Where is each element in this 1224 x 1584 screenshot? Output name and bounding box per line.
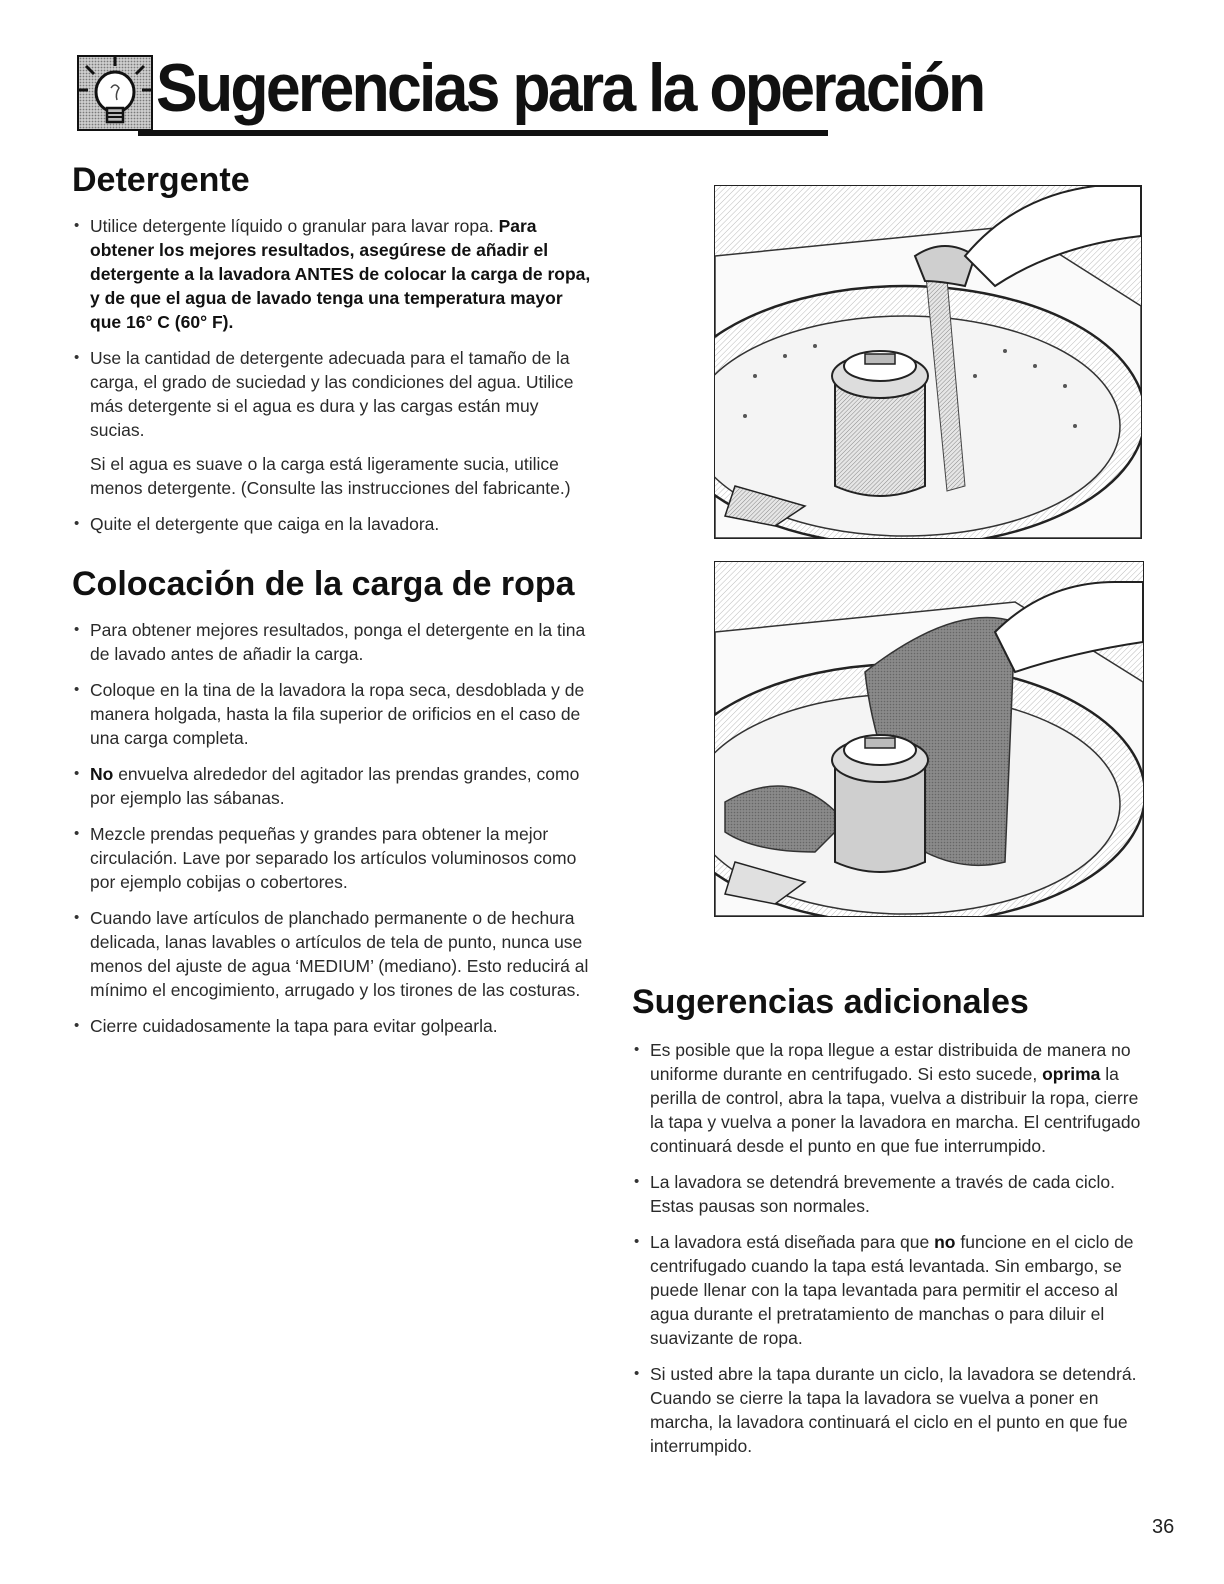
detergente-list: [72, 214, 592, 536]
section-heading-colocacion: Colocación de la carga de ropa: [72, 565, 575, 603]
list-item: • Cierre cuidadosamente la tapa para evitar golpearla.: [72, 1014, 592, 1038]
page-number: 36: [1152, 1516, 1175, 1538]
list-item: • Quite el detergente que caiga en la lavadora.: [72, 512, 592, 536]
list-item: • Use la cantidad de detergente adecuada para el tamaño de la carga, el grado de suciedad y las condiciones del agua. Utilice más detergente si el agua es dura y las cargas están muy sucias.: [72, 346, 592, 442]
clothes-load-illustration: [714, 561, 1144, 917]
colocacion-list: [72, 618, 592, 1038]
list-item-sub: Si el agua es suave o la carga está ligeramente sucia, utilice menos detergente. (Consulte las instrucciones del fabricante.): [90, 454, 571, 498]
lightbulb-icon: [76, 54, 154, 132]
list-item: • Cuando lave artículos de planchado permanente o de hechura delicada, lanas lavables o artículos de tela de punto, nunca use menos del ajuste de agua ‘MEDIUM’ (mediano). Esto reducirá al mínimo el encogimiento, arrugado y los tirones de las costuras.: [72, 906, 592, 1002]
page-header: [76, 50, 984, 136]
left-column: [72, 158, 592, 1050]
right-column: [632, 980, 1152, 1470]
list-item: • No envuelva alrededor del agitador las prendas grandes, como por ejemplo las sábanas.: [72, 762, 592, 810]
list-item: • Para obtener mejores resultados, ponga el detergente en la tina de lavado antes de añadir la carga.: [72, 618, 592, 666]
list-item: • La lavadora está diseñada para que no funcione en el ciclo de centrifugado cuando la tapa está levantada. Sin embargo, se puede llenar con la tapa levantada para permitir el acceso al agua durante el pretratamiento de manchas o para diluir el suavizante de ropa.: [632, 1230, 1152, 1350]
page-title: Sugerencias para la operación: [156, 50, 984, 126]
section-heading-detergente: Detergente: [72, 161, 250, 199]
section-heading-adicionales: Sugerencias adicionales: [632, 983, 1029, 1021]
list-item: • Mezcle prendas pequeñas y grandes para obtener la mejor circulación. Lave por separado los artículos voluminosos como por ejemplo cobijas o cobertores.: [72, 822, 592, 894]
list-item: • Utilice detergente líquido o granular para lavar ropa. Para obtener los mejores resultados, asegúrese de añadir el detergente a la lavadora ANTES de colocar la carga de ropa, y de que el agua de lavado tenga una temperatura mayor que 16° C (60° F).: [72, 214, 592, 334]
washer-tub-clothes-image: [715, 562, 1143, 916]
list-item: • Es posible que la ropa llegue a estar distribuida de manera no uniforme durante en centrifugado. Si esto sucede, oprima la perilla de control, abra la tapa, vuelva a distribuir la ropa, cierre la tapa y vuelva a poner la lavadora en marcha. El centrifugado continuará desde el punto en que fue interrumpido.: [632, 1038, 1152, 1158]
title-underline: [138, 130, 828, 136]
list-item: • La lavadora se detendrá brevemente a través de cada ciclo. Estas pausas son normales.: [632, 1170, 1152, 1218]
list-item: • Coloque en la tina de la lavadora la ropa seca, desdoblada y de manera holgada, hasta la fila superior de orificios en el caso de una carga completa.: [72, 678, 592, 750]
adicionales-list: [632, 1038, 1152, 1458]
washer-tub-detergent-image: [715, 186, 1141, 538]
list-item: • Si usted abre la tapa durante un ciclo, la lavadora se detendrá. Cuando se cierre la tapa la lavadora se vuelva a poner en marcha, la lavadora continuará el ciclo en el punto en que fue interrumpido.: [632, 1362, 1152, 1458]
detergent-pour-illustration: [714, 185, 1142, 539]
